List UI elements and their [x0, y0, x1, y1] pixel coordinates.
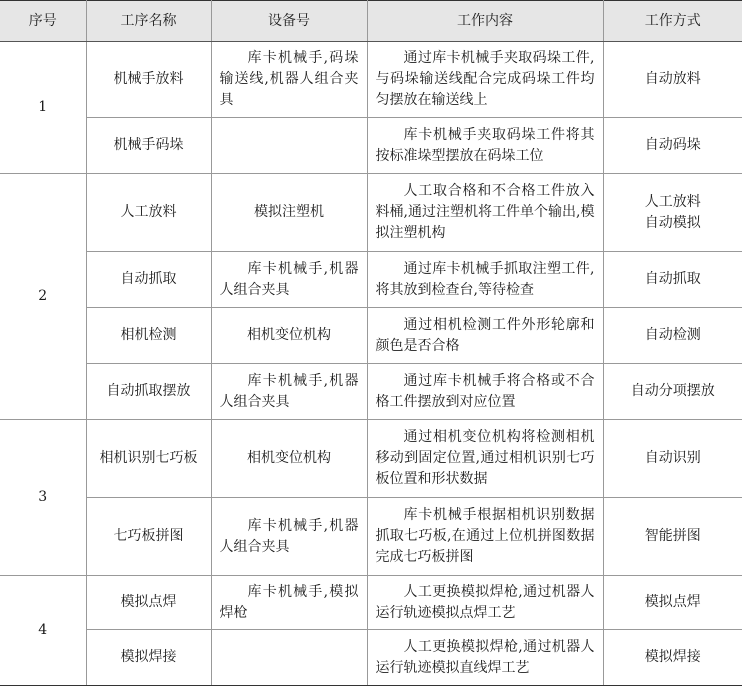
table-row [0, 498, 742, 576]
process-name-cell: 机械手放料 [86, 42, 211, 118]
work-mode-text: 人工放料 自动模拟 [644, 193, 701, 231]
header-equipment: 设备号 [211, 1, 367, 42]
work-mode-cell: 自动放料 [603, 42, 742, 118]
work-content-cell: 库卡机械手夹取码垛工件将其按标准垛型摆放在码垛工位 [367, 118, 603, 174]
equipment-cell: 库卡机械手,码垛输送线,机器人组合夹具 [211, 42, 367, 118]
work-mode-cell: 智能拼图 [603, 498, 742, 576]
work-mode-cell [603, 174, 742, 252]
work-content-cell: 通过相机检测工件外形轮廓和颜色是否合格 [367, 308, 603, 364]
work-content-cell: 通过库卡机械手夹取码垛工件,与码垛输送线配合完成码垛工件均匀摆放在输送线上 [367, 42, 603, 118]
work-mode-cell: 自动抓取 [603, 252, 742, 308]
process-name-cell: 自动抓取摆放 [86, 364, 211, 420]
work-mode-cell: 自动分项摆放 [603, 364, 742, 420]
work-content-cell: 通过库卡机械手抓取注塑工件,将其放到检查台,等待检查 [367, 252, 603, 308]
header-row [0, 1, 742, 42]
header-process-name: 工序名称 [86, 1, 211, 42]
seq-cell: 2 [0, 174, 86, 420]
process-name-cell: 相机识别七巧板 [86, 420, 211, 498]
table-row [0, 308, 742, 364]
work-content-cell: 通过相机变位机构将检测相机移动到固定位置,通过相机识别七巧板位置和形状数据 [367, 420, 603, 498]
work-mode-cell: 自动检测 [603, 308, 742, 364]
header-seq: 序号 [0, 1, 86, 42]
work-content-cell: 人工更换模拟焊枪,通过机器人运行轨迹模拟点焊工艺 [367, 576, 603, 630]
work-content-cell: 通过库卡机械手将合格或不合格工件摆放到对应位置 [367, 364, 603, 420]
equipment-cell: 库卡机械手,模拟焊枪 [211, 576, 367, 630]
work-mode-cell: 自动识别 [603, 420, 742, 498]
table-row [0, 42, 742, 118]
equipment-cell: 库卡机械手,机器人组合夹具 [211, 364, 367, 420]
equipment-cell [211, 118, 367, 174]
work-content-cell: 人工更换模拟焊枪,通过机器人运行轨迹模拟直线焊工艺 [367, 630, 603, 686]
process-name-cell: 模拟焊接 [86, 630, 211, 686]
seq-cell: 3 [0, 420, 86, 576]
equipment-cell: 相机变位机构 [211, 308, 367, 364]
process-name-cell: 机械手码垛 [86, 118, 211, 174]
table-row [0, 420, 742, 498]
equipment-cell: 库卡机械手,机器人组合夹具 [211, 252, 367, 308]
equipment-cell [211, 630, 367, 686]
work-content-cell: 库卡机械手根据相机识别数据抓取七巧板,在通过上位机拼图数据完成七巧板拼图 [367, 498, 603, 576]
equipment-cell: 模拟注塑机 [211, 174, 367, 252]
process-name-cell: 七巧板拼图 [86, 498, 211, 576]
seq-cell: 1 [0, 42, 86, 174]
process-name-cell: 人工放料 [86, 174, 211, 252]
table-row [0, 118, 742, 174]
table-row [0, 174, 742, 252]
process-name-cell: 模拟点焊 [86, 576, 211, 630]
seq-cell: 4 [0, 576, 86, 686]
header-work-mode: 工作方式 [603, 1, 742, 42]
table-row [0, 630, 742, 686]
work-mode-cell: 模拟点焊 [603, 576, 742, 630]
process-name-cell: 自动抓取 [86, 252, 211, 308]
work-content-cell: 人工取合格和不合格工件放入料桶,通过注塑机将工件单个输出,模拟注塑机构 [367, 174, 603, 252]
table-row [0, 252, 742, 308]
process-name-cell: 相机检测 [86, 308, 211, 364]
work-mode-cell: 自动码垛 [603, 118, 742, 174]
table-row [0, 364, 742, 420]
header-work-content: 工作内容 [367, 1, 603, 42]
work-mode-cell: 模拟焊接 [603, 630, 742, 686]
table-row [0, 576, 742, 630]
equipment-cell: 库卡机械手,机器人组合夹具 [211, 498, 367, 576]
equipment-cell: 相机变位机构 [211, 420, 367, 498]
